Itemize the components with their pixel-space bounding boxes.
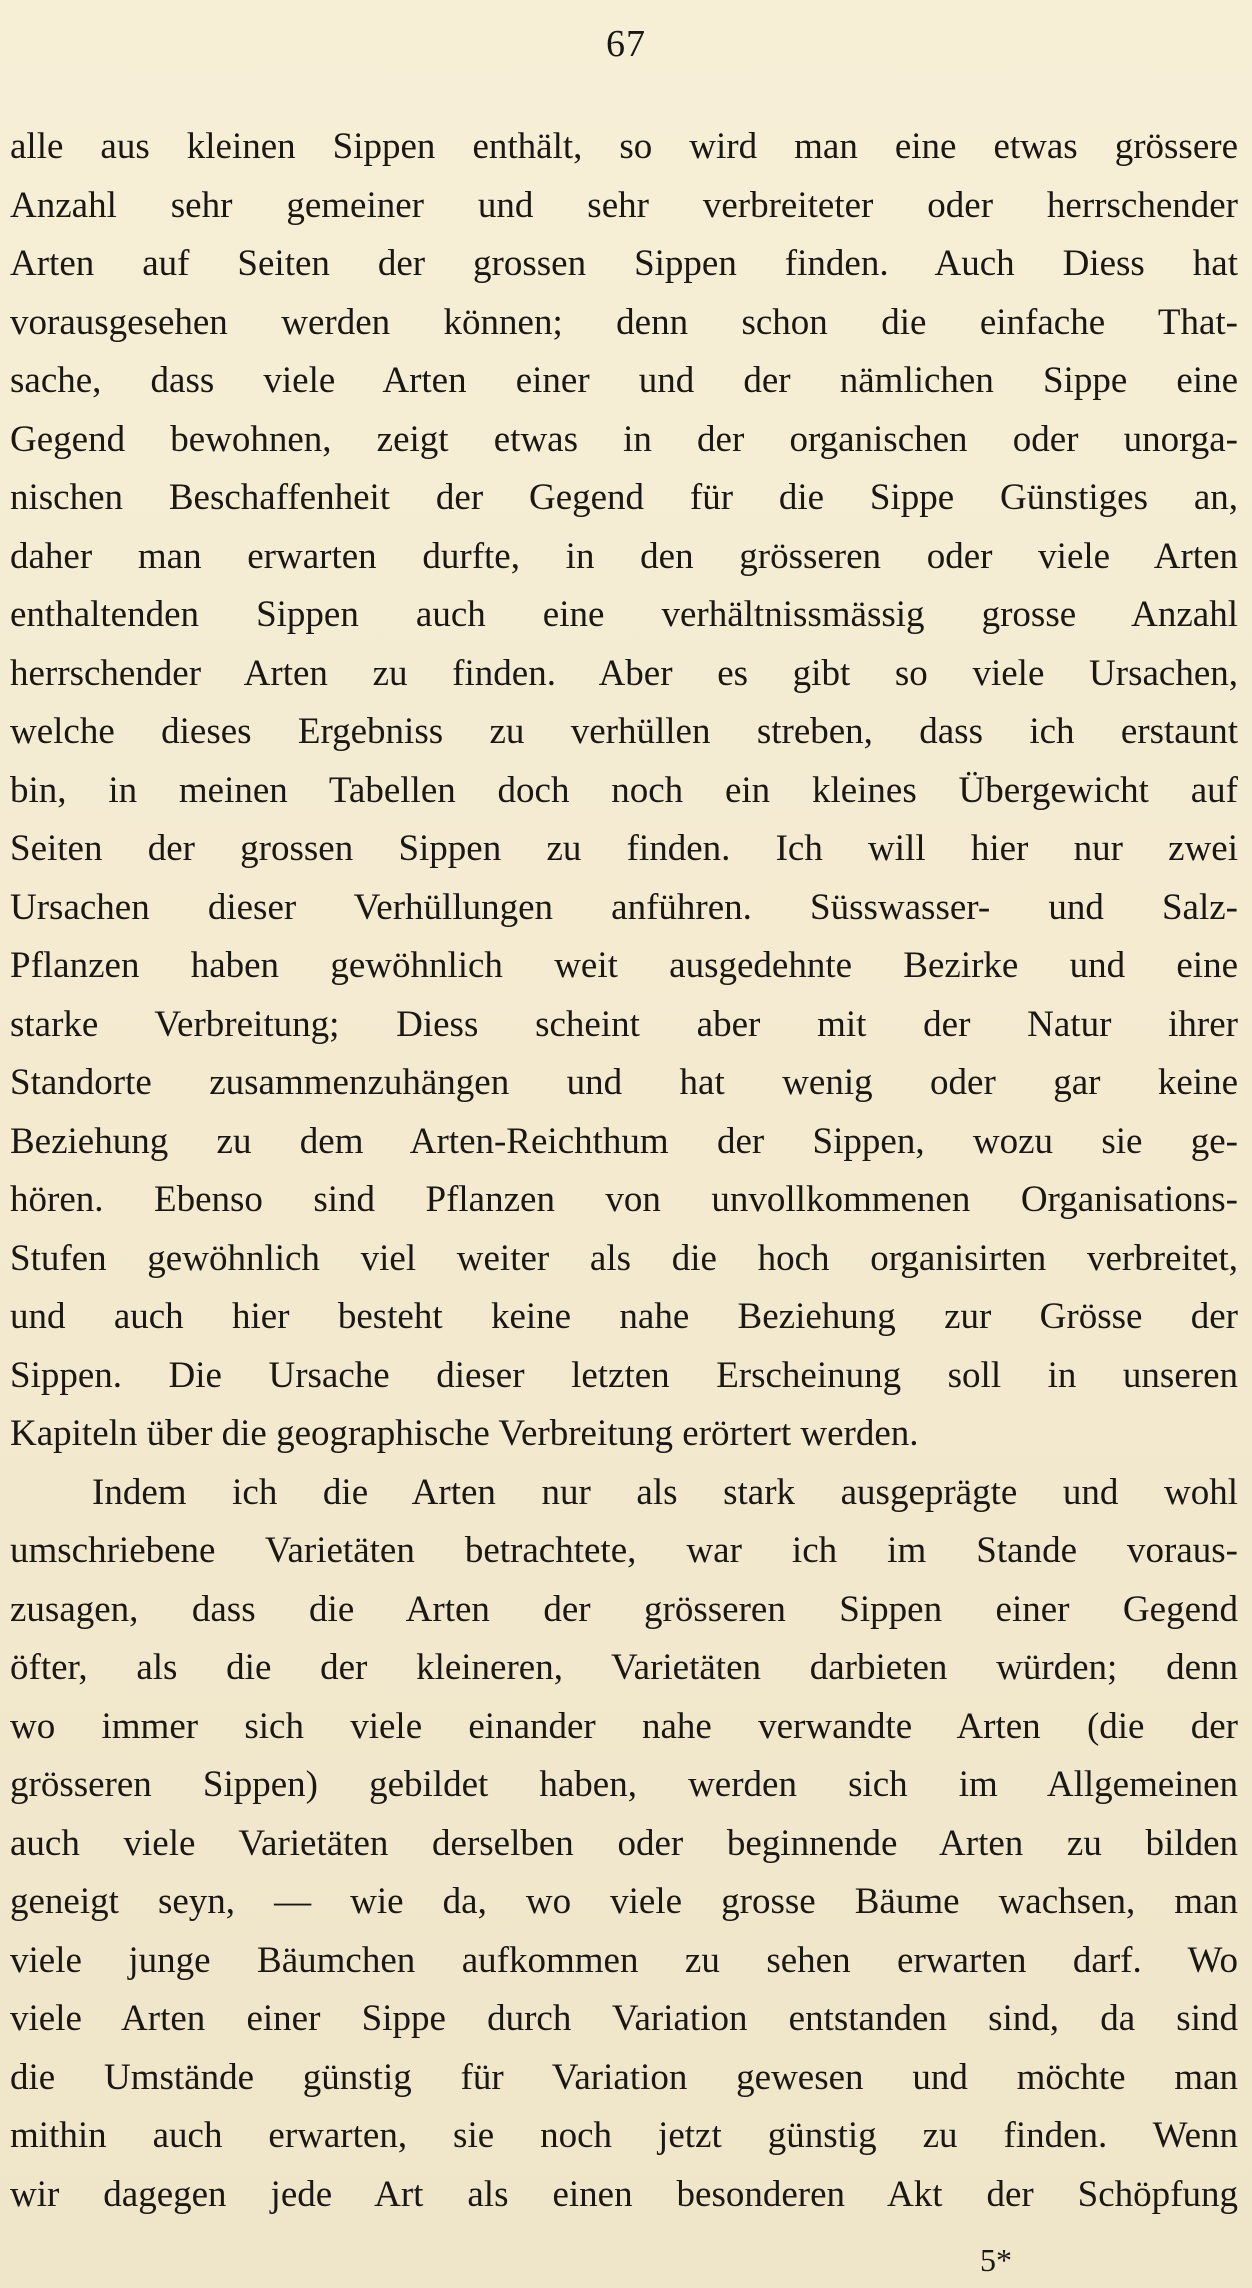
text-line: wo immer sich viele einander nahe verwandte Arten (die der — [10, 1705, 1238, 1747]
text-line: Seiten der grossen Sippen zu finden. Ich will hier nur zwei — [10, 828, 1238, 869]
text-line: alle aus kleinen Sippen enthält, so wird man eine etwas grössere — [10, 126, 1238, 167]
text-line: mithin auch erwarten, sie noch jetzt günstig zu finden. Wenn — [10, 2115, 1238, 2156]
text-line: zusagen, dass die Arten der grösseren Sippen einer Gegend — [10, 1588, 1238, 1630]
text-line: Standorte zusammenzuhängen und hat wenig oder gar keine — [10, 1062, 1238, 1103]
signature-mark: 5* — [980, 2242, 1012, 2278]
text-line: vorausgesehen werden können; denn schon die einfache That- — [10, 301, 1238, 343]
text-line: welche dieses Ergebniss zu verhüllen streben, dass ich erstaunt — [10, 711, 1238, 752]
text-line: öfter, als die der kleineren, Varietäten darbieten würden; denn — [10, 1647, 1238, 1688]
text-line: Pflanzen haben gewöhnlich weit ausgedehnte Bezirke und eine — [10, 945, 1238, 986]
text-line: enthaltenden Sippen auch eine verhältnissmässig grosse Anzahl — [10, 594, 1238, 635]
text-line: Beziehung zu dem Arten-Reichthum der Sippen, wozu sie ge- — [10, 1120, 1238, 1162]
text-line: viele Arten einer Sippe durch Variation entstanden sind, da sind — [10, 1998, 1238, 2039]
text-line: sache, dass viele Arten einer und der nämlichen Sippe eine — [10, 360, 1238, 401]
page-number: 67 — [606, 23, 646, 65]
text-line: viele junge Bäumchen aufkommen zu sehen erwarten darf. Wo — [10, 1939, 1238, 1981]
text-line: die Umstände günstig für Variation gewesen und möchte man — [10, 2056, 1238, 2098]
text-line: hören. Ebenso sind Pflanzen von unvollkommenen Organisations- — [10, 1179, 1238, 1220]
text-line: starke Verbreitung; Diess scheint aber mit der Natur ihrer — [10, 1003, 1238, 1045]
text-line: bin, in meinen Tabellen doch noch ein kleines Übergewicht auf — [10, 769, 1238, 811]
text-line: Anzahl sehr gemeiner und sehr verbreiteter oder herrschender — [10, 184, 1238, 226]
text-line: geneigt seyn, — wie da, wo viele grosse Bäume wachsen, man — [10, 1881, 1238, 1922]
body-text — [10, 118, 1238, 2224]
text-line: Stufen gewöhnlich viel weiter als die hoch organisirten verbreitet, — [10, 1237, 1238, 1279]
text-line: und auch hier besteht keine nahe Beziehung zur Grösse der — [10, 1296, 1238, 1337]
paragraph-start-line: Indem ich die Arten nur als stark ausgeprägte und wohl — [92, 1471, 1238, 1513]
text-line: nischen Beschaffenheit der Gegend für die Sippe Günstiges an, — [10, 477, 1238, 518]
text-line: Ursachen dieser Verhüllungen anführen. Süsswasser- und Salz- — [10, 886, 1238, 928]
text-line: grösseren Sippen) gebildet haben, werden sich im Allgemeinen — [10, 1764, 1238, 1805]
text-line: herrschender Arten zu finden. Aber es gibt so viele Ursachen, — [10, 652, 1238, 694]
text-line: auch viele Varietäten derselben oder beginnende Arten zu bilden — [10, 1822, 1238, 1864]
text-line: umschriebene Varietäten betrachtete, war ich im Stande voraus- — [10, 1530, 1238, 1571]
paragraph-end-line: Kapiteln über die geographische Verbreitung erörtert werden. — [10, 1413, 919, 1454]
text-line: Sippen. Die Ursache dieser letzten Erscheinung soll in unseren — [10, 1354, 1238, 1396]
text-line: daher man erwarten durfte, in den grösseren oder viele Arten — [10, 535, 1238, 577]
text-line: Gegend bewohnen, zeigt etwas in der organischen oder unorga- — [10, 418, 1238, 460]
text-line: Arten auf Seiten der grossen Sippen finden. Auch Diess hat — [10, 243, 1238, 284]
text-line: wir dagegen jede Art als einen besonderen Akt der Schöpfung — [10, 2173, 1238, 2215]
